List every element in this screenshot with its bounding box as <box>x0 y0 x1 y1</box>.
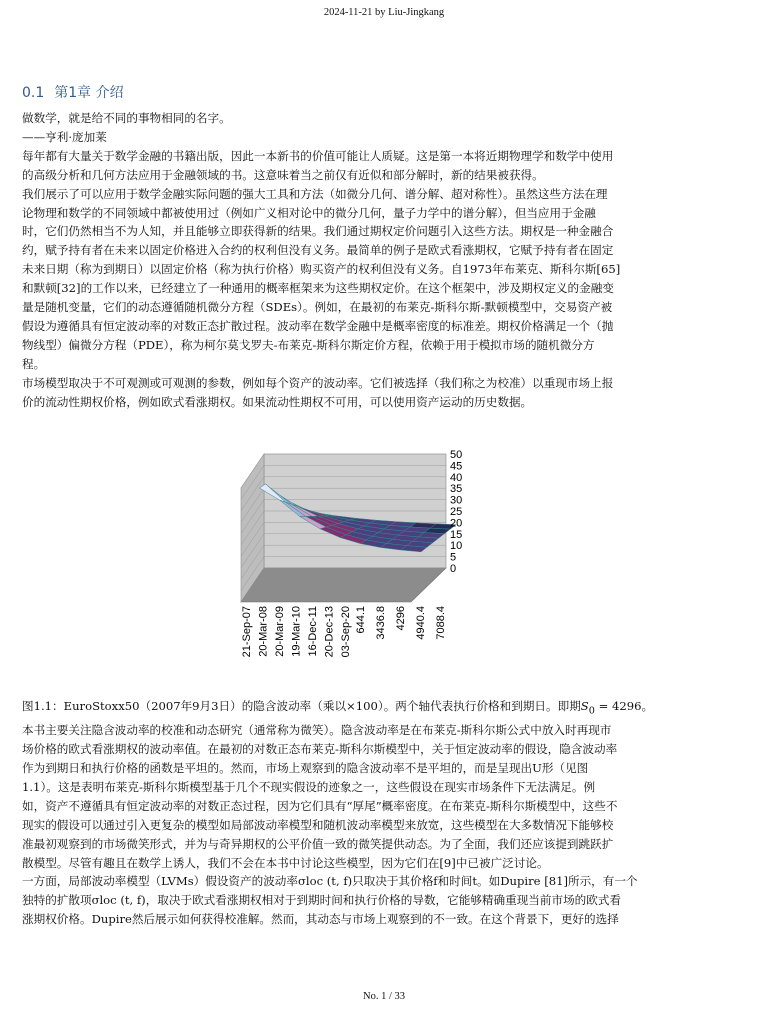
z-axis-tick-label: 40 <box>450 471 463 484</box>
z-axis-tick-label: 45 <box>450 460 463 473</box>
spot-value: = 4296。 <box>594 699 654 713</box>
body-text-line: 程。 <box>22 356 46 371</box>
epigraph-quote: 做数学，就是给不同的事物相同的名字。 <box>22 111 231 125</box>
epigraph-author: ——亨利·庞加莱 <box>22 129 107 144</box>
figure-caption-text: 图1.1：EuroStoxx50（2007年9月3日）的隐含波动率（乘以×100）。两个轴代表执行价格和到期日。即期 <box>22 699 581 713</box>
body-text-line: 我们展示了可以应用于数学金融实际问题的强大工具和方法（如微分几何、谱分解、超对称性）。虽然这些方法在理 <box>22 186 608 201</box>
z-axis-tick-label: 15 <box>450 528 463 541</box>
body-text-line: 时，它们仍然相当不为人知，并且能够立即获得新的结果。我们通过期权定价问题引入这些方法。期权是一种金融合 <box>22 224 614 239</box>
body-text-line: 论物理和数学的不同领域中都被使用过（例如广义相对论中的微分几何，量子力学中的谱分解），但当应用于金融 <box>22 205 596 220</box>
implied-volatility-surface-figure <box>236 440 536 690</box>
body-text-line: 未来日期（称为到期日）以固定价格（称为执行价格）购买资产的权利但没有义务。自1973年布莱克、斯科尔斯[65] <box>22 262 621 277</box>
section-title[interactable] <box>22 82 124 102</box>
body-text-line: 如，资产不遵循具有恒定波动率的对数正态过程，因为它们具有“厚尾”概率密度。在布莱克-斯科尔斯模型中，这些不 <box>22 798 618 813</box>
z-axis-tick-label: 30 <box>450 494 463 507</box>
body-text-line: 物线型）偏微分方程（PDE），称为柯尔莫戈罗夫-布莱克-斯科尔斯定价方程，依赖于用于模拟市场的随机微分方 <box>22 337 595 352</box>
strike-tick-label: 7088.4 <box>435 606 447 640</box>
maturity-tick-label: 20-Dec-13 <box>323 606 336 658</box>
body-text-line: 价的流动性期权价格，例如欧式看涨期权。如果流动性期权不可用，可以使用资产运动的历史数据。 <box>22 394 533 409</box>
maturity-tick-label: 20-Mar-09 <box>274 606 286 657</box>
body-text-line: 现实的假设可以通过引入更复杂的模型如局部波动率模型和随机波动率模型来放宽，这些模型在大多数情况下能够校 <box>22 817 614 832</box>
section-number: 0.1 <box>22 85 45 101</box>
maturity-tick-label: 19-Mar-10 <box>290 606 303 657</box>
body-text-line: 1.1）。这是表明布莱克-斯科尔斯模型基于几个不现实假设的迹象之一，这些假设在现实市场条件下无法满足。例 <box>22 779 596 794</box>
body-text-line: 约，赋予持有者在未来以固定价格进入合约的权利但没有义务。最简单的例子是欧式看涨期权，它赋予持有者在固定 <box>22 243 614 258</box>
body-text-line: 的高级分析和几何方法应用于金融领域的书。这意味着当之前仅有近似和部分解时，新的结果被获得。 <box>22 167 544 182</box>
body-text-line: 场价格的欧式看涨期权的波动率值。在最初的对数正态布莱克-斯科尔斯模型中，关于恒定波动率的假设，隐含波动率 <box>22 742 618 757</box>
z-axis-tick-label: 25 <box>450 506 463 518</box>
strike-tick-label: 644.1 <box>355 606 367 634</box>
body-text-line: 和默顿[32]的工作以来，已经建立了一种通用的概率框架来为这些期权定价。在这个框架中，涉及期权定义的金融变 <box>22 281 614 296</box>
spot-subscript: 0 <box>588 705 595 717</box>
z-axis-tick-label: 10 <box>450 540 463 553</box>
body-text-line: 每年都有大量关于数学金融的书籍出版，因此一本新书的价值可能让人质疑。这是第一本将近期物理学和数学中使用 <box>22 148 614 163</box>
strike-tick-label: 3436.8 <box>375 606 387 640</box>
lower-body-text <box>22 697 746 929</box>
page-number: No. 1 / 33 <box>363 991 405 1002</box>
chart-floor <box>241 568 446 602</box>
z-axis-tick-label: 0 <box>450 563 457 575</box>
body-text-line: 假设为遵循具有恒定波动率的对数正态扩散过程。波动率在数学金融中是概率密度的标准差。期权价格满足一个（抛 <box>22 318 614 333</box>
maturity-tick-label: 03-Sep-20 <box>340 606 352 658</box>
running-header: 2024-11-21 by Liu-Jingkang <box>323 7 445 18</box>
strike-tick-label: 4296 <box>395 606 407 631</box>
body-text-line: 涨期权价格。Dupire然后展示如何获得校准解。然而，其动态与市场上观察到的不一致。在这个背景下，更好的选择 <box>22 912 619 927</box>
body-text-line: 独特的扩散项σloc (t, f)，取决于欧式看涨期权相对于到期时间和执行价格的导数，它能够精确重现当前市场的欧式看 <box>22 893 622 908</box>
body-text-line: 本书主要关注隐含波动率的校准和动态研究（通常称为微笑）。隐含波动率是在布莱克-斯科尔斯公式中放入时再现市 <box>22 723 612 738</box>
upper-body-text <box>22 109 746 412</box>
body-text-line: 一方面，局部波动率模型（LVMs）假设资产的波动率σloc (t, f)只取决于其价格f和时间t。如Dupire [81]所示，有一个 <box>22 874 638 889</box>
body-text-line: 散模型。尽管有趣且在数学上诱人，我们不会在本书中讨论这些模型，因为它们在[9]中已被广泛讨论。 <box>22 855 549 870</box>
spot-symbol: S <box>580 699 589 713</box>
body-text-line: 市场模型取决于不可观测或可观测的参数，例如每个资产的波动率。它们被选择（我们称之为校准）以重现市场上报 <box>22 375 614 390</box>
section-title-text: 第1章 介绍 <box>54 85 124 101</box>
z-axis-tick-label: 5 <box>450 551 457 564</box>
body-text-line: 量是随机变量，它们的动态遵循随机微分方程（SDEs）。例如，在最初的布莱克-斯科尔斯-默顿模型中，交易资产被 <box>22 300 613 315</box>
figure-caption <box>22 697 746 721</box>
maturity-tick-label: 21-Sep-07 <box>241 606 253 658</box>
volatility-surface-chart <box>236 440 536 690</box>
z-axis-tick-label: 50 <box>450 449 463 461</box>
body-text-line: 准最初观察到的市场微笑形式，并为与奇异期权的公平价值一致的微笑提供动态。为了全面，我们还应该提到跳跃扩 <box>22 836 614 851</box>
z-axis-tick-label: 20 <box>450 517 463 530</box>
z-axis-tick-label: 35 <box>450 483 463 496</box>
maturity-tick-label: 20-Mar-08 <box>257 606 270 657</box>
maturity-tick-label: 16-Dec-11 <box>307 606 319 657</box>
body-text-line: 作为到期日和执行价格的函数是平坦的。然而，市场上观察到的隐含波动率不是平坦的，而是呈现出U形（见图 <box>22 761 589 776</box>
strike-tick-label: 4940.4 <box>415 606 427 640</box>
